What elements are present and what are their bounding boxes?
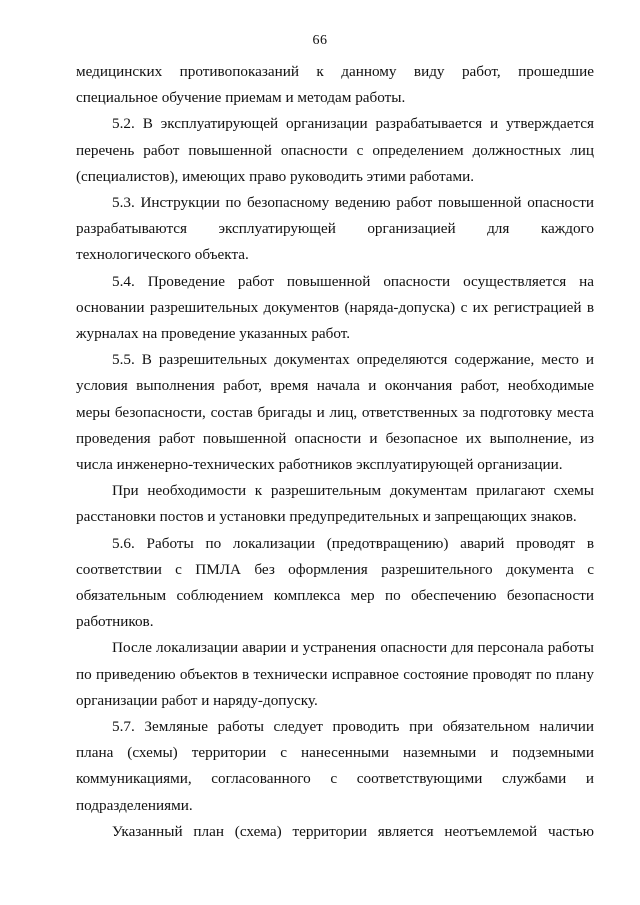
paragraph-5-2: 5.2. В эксплуатирующей организации разрабатывается и утверждается перечень работ повышенной опасности с определением должностных лиц (специалистов), имеющих право руководить этими работами. — [76, 115, 594, 185]
page-number: 66 — [312, 33, 328, 48]
paragraph-5-6-after-localization: После локализации аварии и устранения опасности для персонала работы по приведению объектов в технически исправное состояние проводят по плану организации работ и наряду-допуску. — [76, 639, 594, 709]
document-body — [76, 59, 594, 845]
paragraph-5-3: 5.3. Инструкции по безопасному ведению работ повышенной опасности разрабатываются эксплуатирующей организацией для каждого технологического объекта. — [76, 194, 594, 264]
paragraph-5-6: 5.6. Работы по локализации (предотвращению) аварий проводят в соответствии с ПМЛА без оформления разрешительного документа с обязательным соблюдением комплекса мер по обеспечению безопасности работников. — [76, 534, 594, 631]
paragraph-5-7: 5.7. Земляные работы следует проводить при обязательном наличии плана (схемы) территории с нанесенными наземными и подземными коммуникациями, согласованного с соответствующими службами и подразделениями. — [76, 718, 594, 814]
paragraph-5-4: 5.4. Проведение работ повышенной опасности осуществляется на основании разрешительных документов (наряда-допуска) с их регистрацией в журналах на проведение указанных работ. — [76, 272, 594, 343]
paragraph-5-5-schemes: При необходимости к разрешительным документам прилагают схемы расстановки постов и установки предупредительных и запрещающих знаков. — [76, 482, 594, 526]
paragraph-5-5: 5.5. В разрешительных документах определяются содержание, место и условия выполнения работ, время начала и окончания работ, необходимые меры безопасности, состав бригады и лиц, ответственных за подготовку места проведения работ повышенной опасности и безопасное их выполнение, из числа инженерно-технических работников эксплуатирующей организации. — [76, 351, 594, 474]
paragraph-5-7-plan: Указанный план (схема) территории является неотъемлемой частью — [112, 822, 594, 840]
paragraph-continuation: медицинских противопоказаний к данному виду работ, прошедшие специальное обучение приемам и методам работы. — [76, 63, 594, 107]
